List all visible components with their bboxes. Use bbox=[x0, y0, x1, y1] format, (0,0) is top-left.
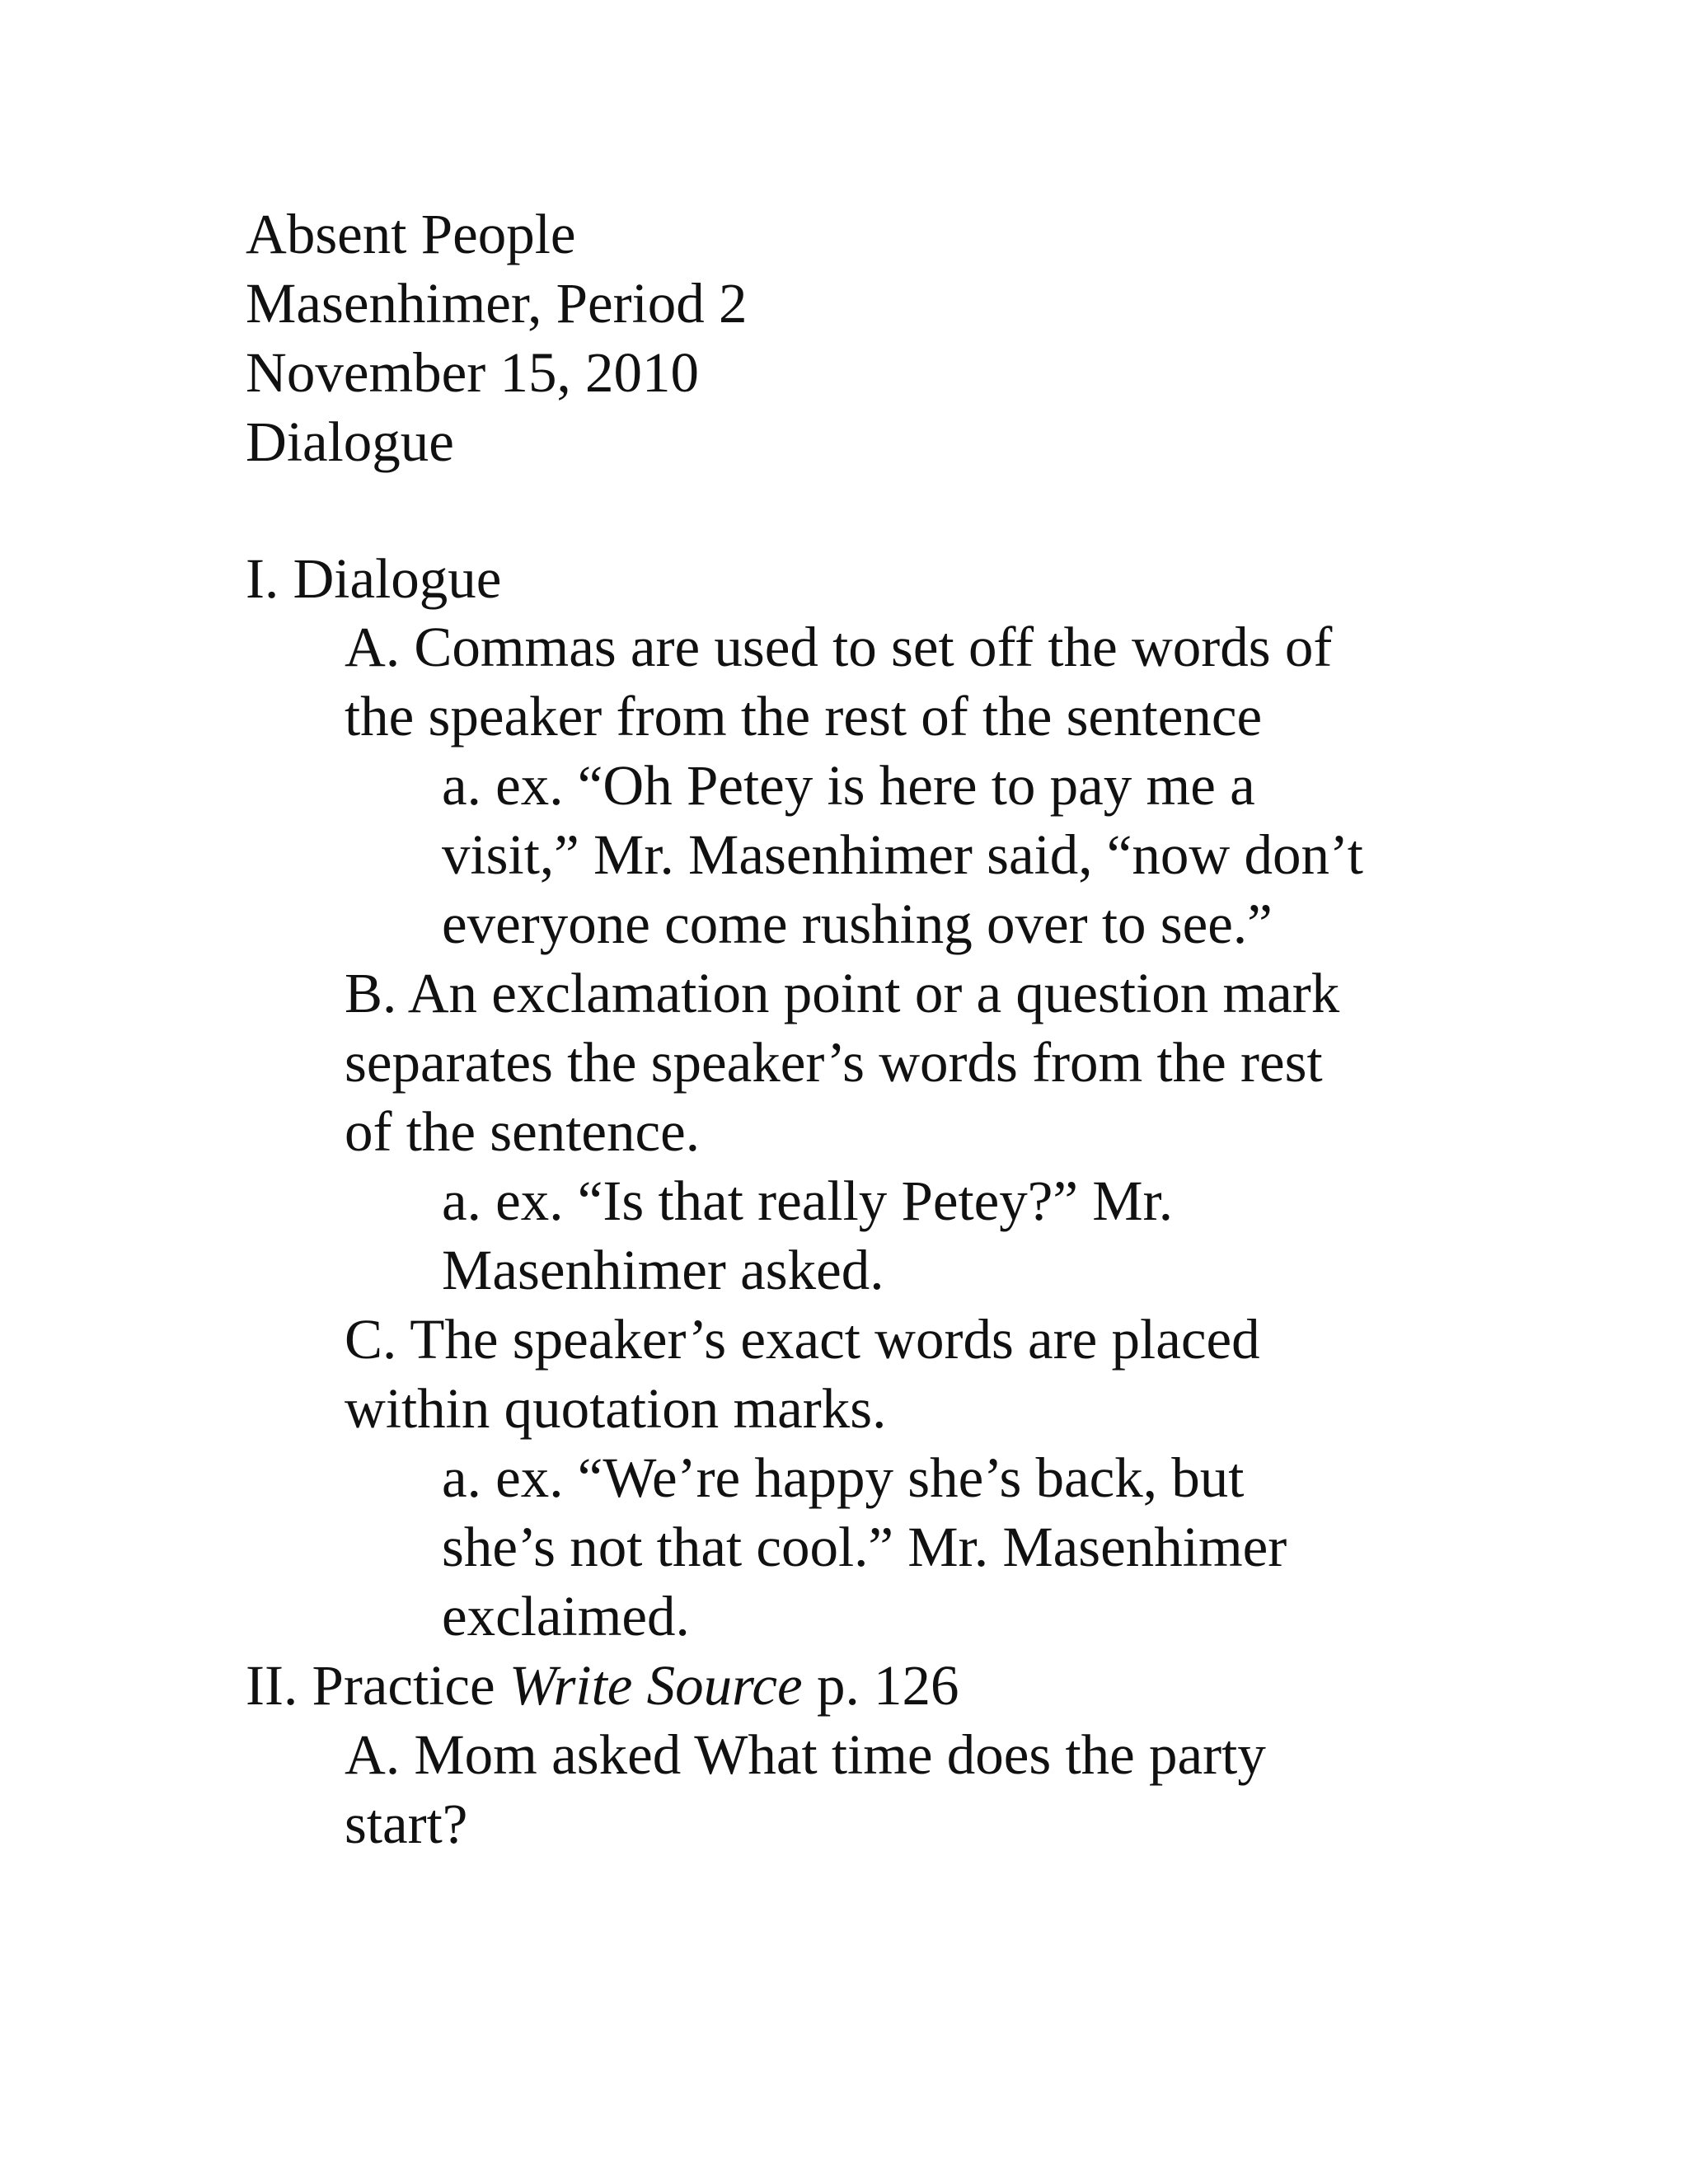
item-a-example-line-2: visit,” Mr. Masenhimer said, “now don’t bbox=[442, 823, 1363, 886]
item-c-example-line-3: exclaimed. bbox=[442, 1585, 690, 1647]
book-title: Write Source bbox=[509, 1654, 803, 1717]
section-1-heading: I. Dialogue bbox=[246, 547, 502, 610]
item-a-line-2: the speaker from the rest of the sentence bbox=[345, 685, 1263, 748]
item-b-line-2: separates the speaker’s words from the rest bbox=[345, 1031, 1323, 1094]
item-b-line-1: B. An exclamation point or a question mark bbox=[345, 962, 1340, 1024]
doc-date: November 15, 2010 bbox=[246, 341, 699, 404]
book-page: p. 126 bbox=[816, 1654, 959, 1717]
practice-a-line-2: start? bbox=[345, 1793, 468, 1855]
item-c-example-line-2: she’s not that cool.” Mr. Masenhimer bbox=[442, 1516, 1287, 1578]
doc-topic: Dialogue bbox=[246, 410, 454, 473]
item-b-example-line-2: Masenhimer asked. bbox=[442, 1239, 884, 1301]
item-b-line-3: of the sentence. bbox=[345, 1100, 701, 1163]
item-b-example-line-1: a. ex. “Is that really Petey?” Mr. bbox=[442, 1169, 1174, 1232]
teacher-period: Masenhimer, Period 2 bbox=[246, 272, 748, 335]
practice-a-line-1: A. Mom asked What time does the party bbox=[345, 1723, 1266, 1786]
item-c-line-2: within quotation marks. bbox=[345, 1377, 887, 1440]
item-a-example-line-1: a. ex. “Oh Petey is here to pay me a bbox=[442, 754, 1255, 817]
item-c-line-1: C. The speaker’s exact words are placed bbox=[345, 1308, 1260, 1371]
section-2-heading-prefix: II. Practice bbox=[246, 1654, 495, 1717]
item-a-example-line-3: everyone come rushing over to see.” bbox=[442, 893, 1273, 955]
item-c-example-line-1: a. ex. “We’re happy she’s back, but bbox=[442, 1446, 1245, 1509]
section-2-heading bbox=[246, 1651, 959, 1720]
doc-title: Absent People bbox=[246, 203, 576, 265]
item-a-line-1: A. Commas are used to set off the words of bbox=[345, 616, 1333, 678]
